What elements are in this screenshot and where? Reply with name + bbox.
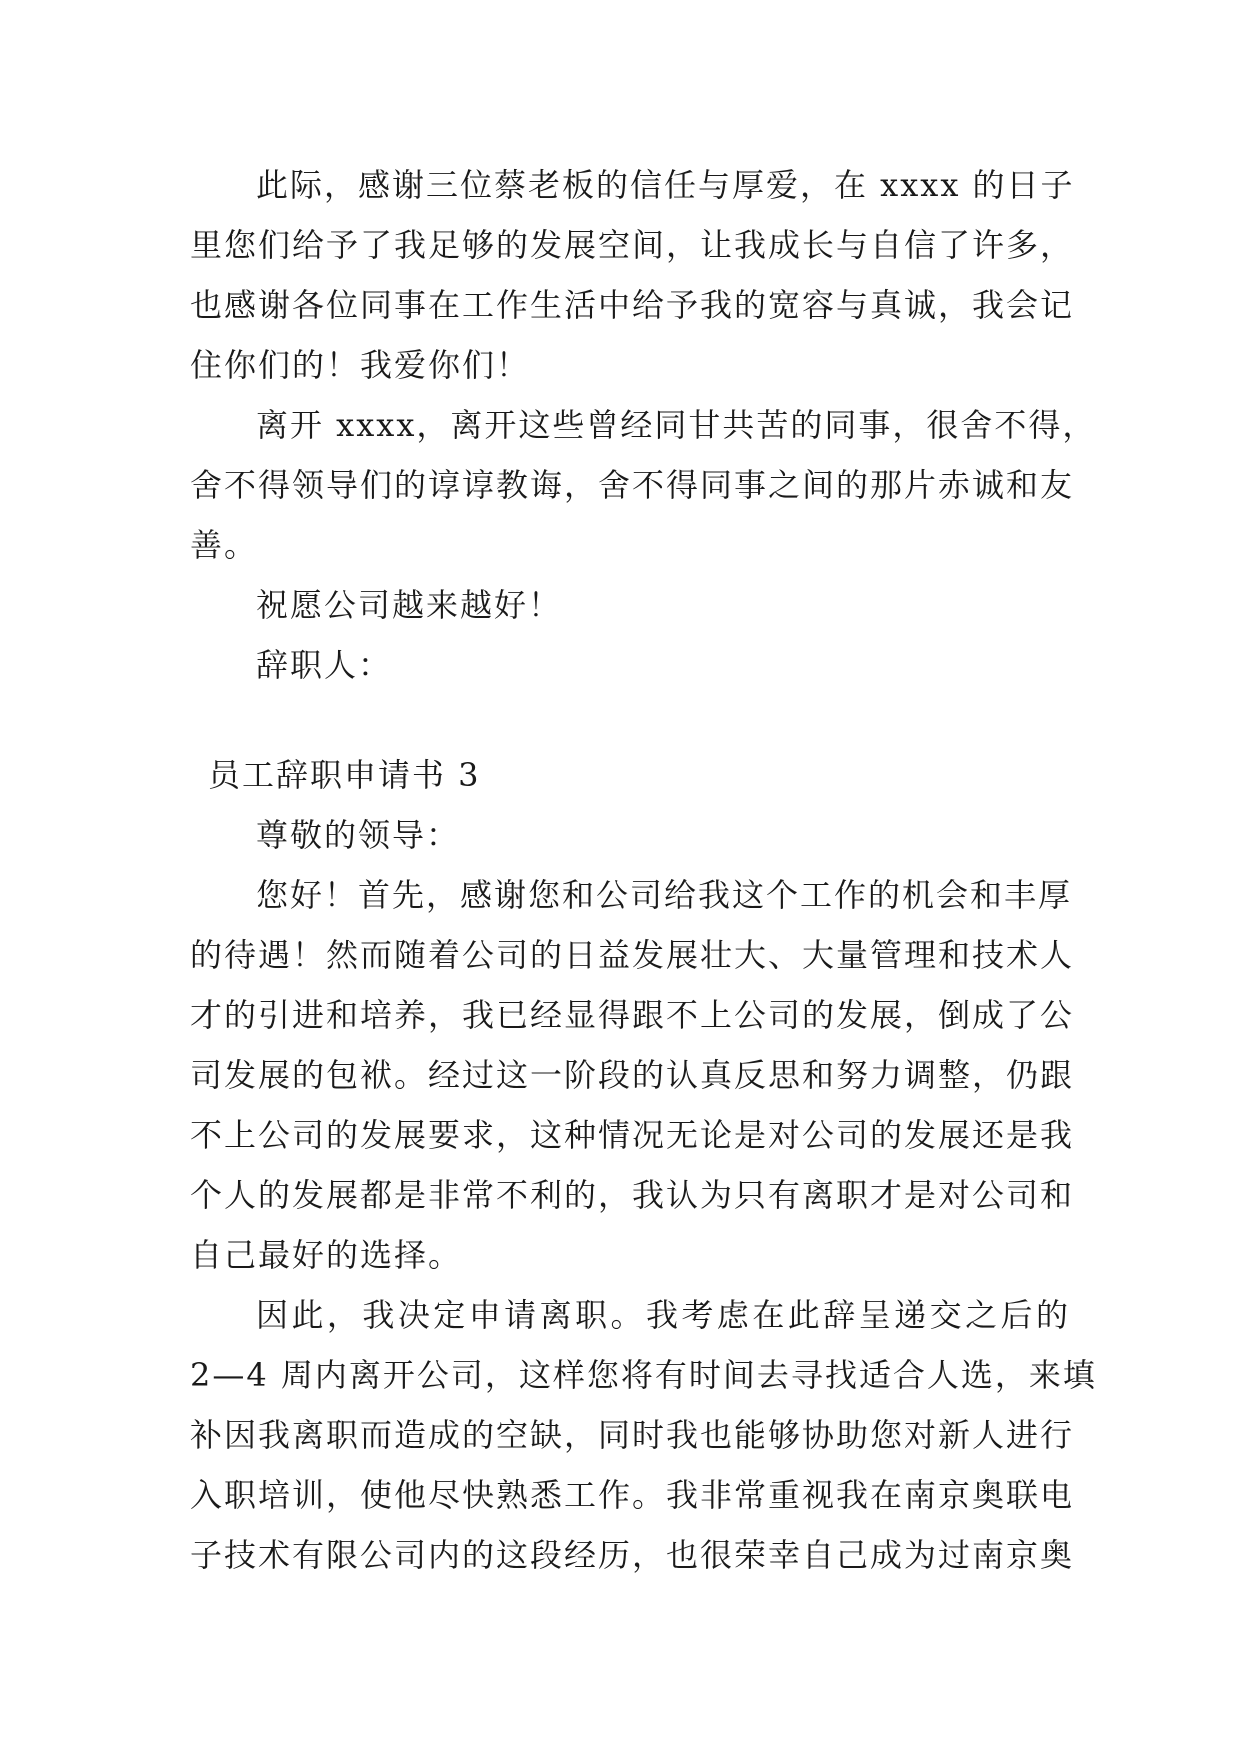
text-line: 才的引进和培养，我已经显得跟不上公司的发展，倒成了公 (190, 996, 1075, 1034)
salutation (190, 805, 1070, 865)
text-line: 入职培训，使他尽快熟悉工作。我非常重视我在南京奥联电 (190, 1476, 1075, 1514)
text-line: 您好！首先，感谢您和公司给我这个工作的机会和丰厚 (256, 876, 1073, 914)
paragraph-decision (190, 1285, 1097, 1585)
text-line: 的待遇！然而随着公司的日益发展壮大、大量管理和技术人 (190, 936, 1075, 974)
section-heading: 员工辞职申请书 3 (208, 756, 481, 794)
text-line: 自己最好的选择。 (190, 1236, 463, 1274)
text-line: 个人的发展都是非常不利的，我认为只有离职才是对公司和 (190, 1176, 1075, 1214)
text-line: 司发展的包袱。经过这一阶段的认真反思和努力调整，仍跟 (190, 1056, 1075, 1094)
resigner-line: 辞职人： (256, 646, 393, 684)
text-line: 也感谢各位同事在工作生活中给予我的宽容与真诚，我会记 (190, 286, 1075, 324)
text-line: 舍不得领导们的谆谆教诲，舍不得同事之间的那片赤诚和友 (190, 466, 1075, 504)
paragraph-reason (190, 865, 1075, 1285)
salutation-line: 尊敬的领导： (256, 816, 461, 854)
paragraph-thanks (190, 155, 1075, 395)
text-line: 子技术有限公司内的这段经历，也很荣幸自己成为过南京奥 (190, 1536, 1075, 1574)
text-line: 离开 xxxx，离开这些曾经同甘共苦的同事，很舍不得， (256, 406, 1097, 444)
wish-line: 祝愿公司越来越好！ (256, 586, 563, 624)
text-line: 不上公司的发展要求，这种情况无论是对公司的发展还是我 (190, 1116, 1075, 1154)
text-line: 此际，感谢三位蔡老板的信任与厚爱，在 xxxx 的日子 (256, 166, 1075, 204)
text-line: 里您们给予了我足够的发展空间，让我成长与自信了许多， (190, 226, 1075, 264)
text-line: 2—4 周内离开公司，这样您将有时间去寻找适合人选，来填 (190, 1356, 1097, 1394)
text-line: 住你们的！我爱你们！ (190, 346, 531, 384)
paragraph-farewell (190, 395, 1097, 575)
text-line: 补因我离职而造成的空缺，同时我也能够协助您对新人进行 (190, 1416, 1075, 1454)
text-line: 善。 (190, 526, 259, 564)
text-line: 因此，我决定申请离职。我考虑在此辞呈递交之后的 (256, 1296, 1070, 1334)
paragraph-wish (190, 575, 1070, 695)
